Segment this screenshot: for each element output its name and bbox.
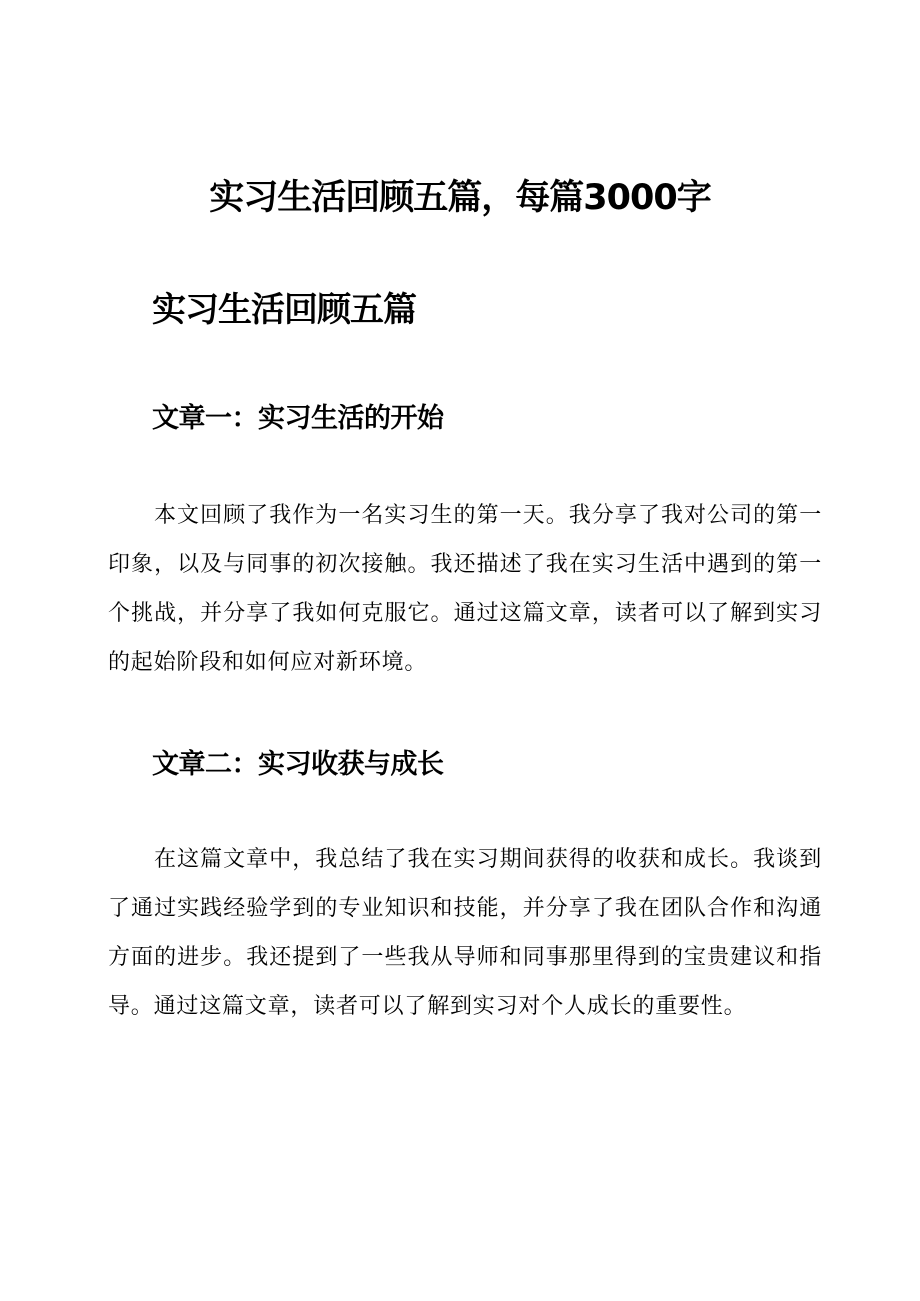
chapter-1-heading: 文章一：实习生活的开始 <box>152 403 444 434</box>
chapter-2-paragraph: 在这篇文章中，我总结了我在实习期间获得的收获和成长。我谈到了通过实践经验学到的专业知识和技能，并分享了我在团队合作和沟通方面的进步。我还提到了一些我从导师和同事那里得到的宝贵建议和指导。通过这篇文章，读者可以了解到实习对个人成长的重要性。 <box>108 847 822 1019</box>
document-title: 实习生活回顾五篇，每篇3000字 <box>209 178 711 218</box>
chapter-2-heading: 文章二：实习收获与成长 <box>152 749 444 780</box>
section-title: 实习生活回顾五篇 <box>152 290 416 330</box>
chapter-1-paragraph: 本文回顾了我作为一名实习生的第一天。我分享了我对公司的第一印象，以及与同事的初次接触。我还描述了我在实习生活中遇到的第一个挑战，并分享了我如何克服它。通过这篇文章，读者可以了解到实习的起始阶段和如何应对新环境。 <box>108 503 822 675</box>
